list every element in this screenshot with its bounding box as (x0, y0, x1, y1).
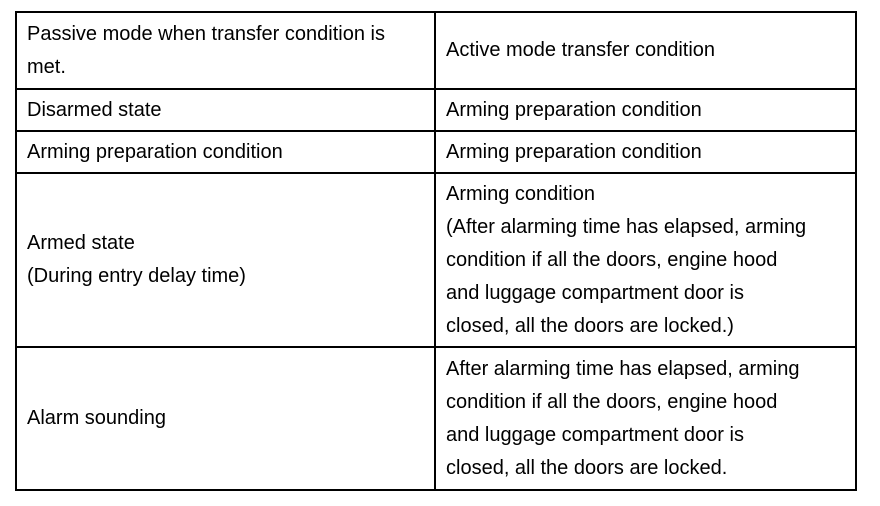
cell-text-line: condition if all the doors, engine hood (446, 390, 778, 413)
passive-mode-cell (16, 347, 435, 490)
cell-text-line: Active mode transfer condition (446, 39, 716, 61)
cell-text-line: Arming preparation condition (446, 140, 702, 163)
passive-mode-cell (16, 173, 435, 347)
cell-text-line: closed, all the doors are locked. (446, 456, 728, 479)
active-mode-cell (435, 173, 856, 347)
cell-text-line: After alarming time has elapsed, arming (446, 357, 800, 380)
table-row (16, 347, 856, 490)
passive-mode-header-cell (16, 12, 435, 89)
cell-text-line: Disarmed state (27, 98, 162, 121)
table-row-header (16, 12, 856, 89)
active-mode-cell (435, 89, 856, 131)
cell-text-line: closed, all the doors are locked.) (446, 314, 734, 337)
cell-text-line: condition if all the doors, engine hood (446, 248, 778, 271)
active-mode-cell (435, 347, 856, 490)
cell-text-line: Armed state (27, 232, 135, 254)
cell-text-line: met. (27, 55, 66, 78)
active-mode-cell (435, 131, 856, 173)
passive-mode-cell (16, 131, 435, 173)
cell-text-line: (After alarming time has elapsed, arming (446, 215, 807, 238)
table-row (16, 89, 856, 131)
cell-text-line: Arming preparation condition (27, 140, 283, 163)
table-row (16, 173, 856, 347)
active-mode-header-cell (435, 12, 856, 89)
transfer-condition-table (15, 11, 857, 491)
cell-text-line: Passive mode when transfer condition is (27, 22, 385, 45)
cell-text-line: and luggage compartment door is (446, 423, 744, 446)
cell-text-line: and luggage compartment door is (446, 281, 744, 304)
cell-text-line: Arming preparation condition (446, 98, 702, 121)
cell-text-line: Arming condition (446, 182, 595, 205)
passive-mode-cell (16, 89, 435, 131)
cell-text-line: Alarm sounding (27, 407, 166, 429)
table-row (16, 131, 856, 173)
cell-text-line: (During entry delay time) (27, 265, 246, 287)
